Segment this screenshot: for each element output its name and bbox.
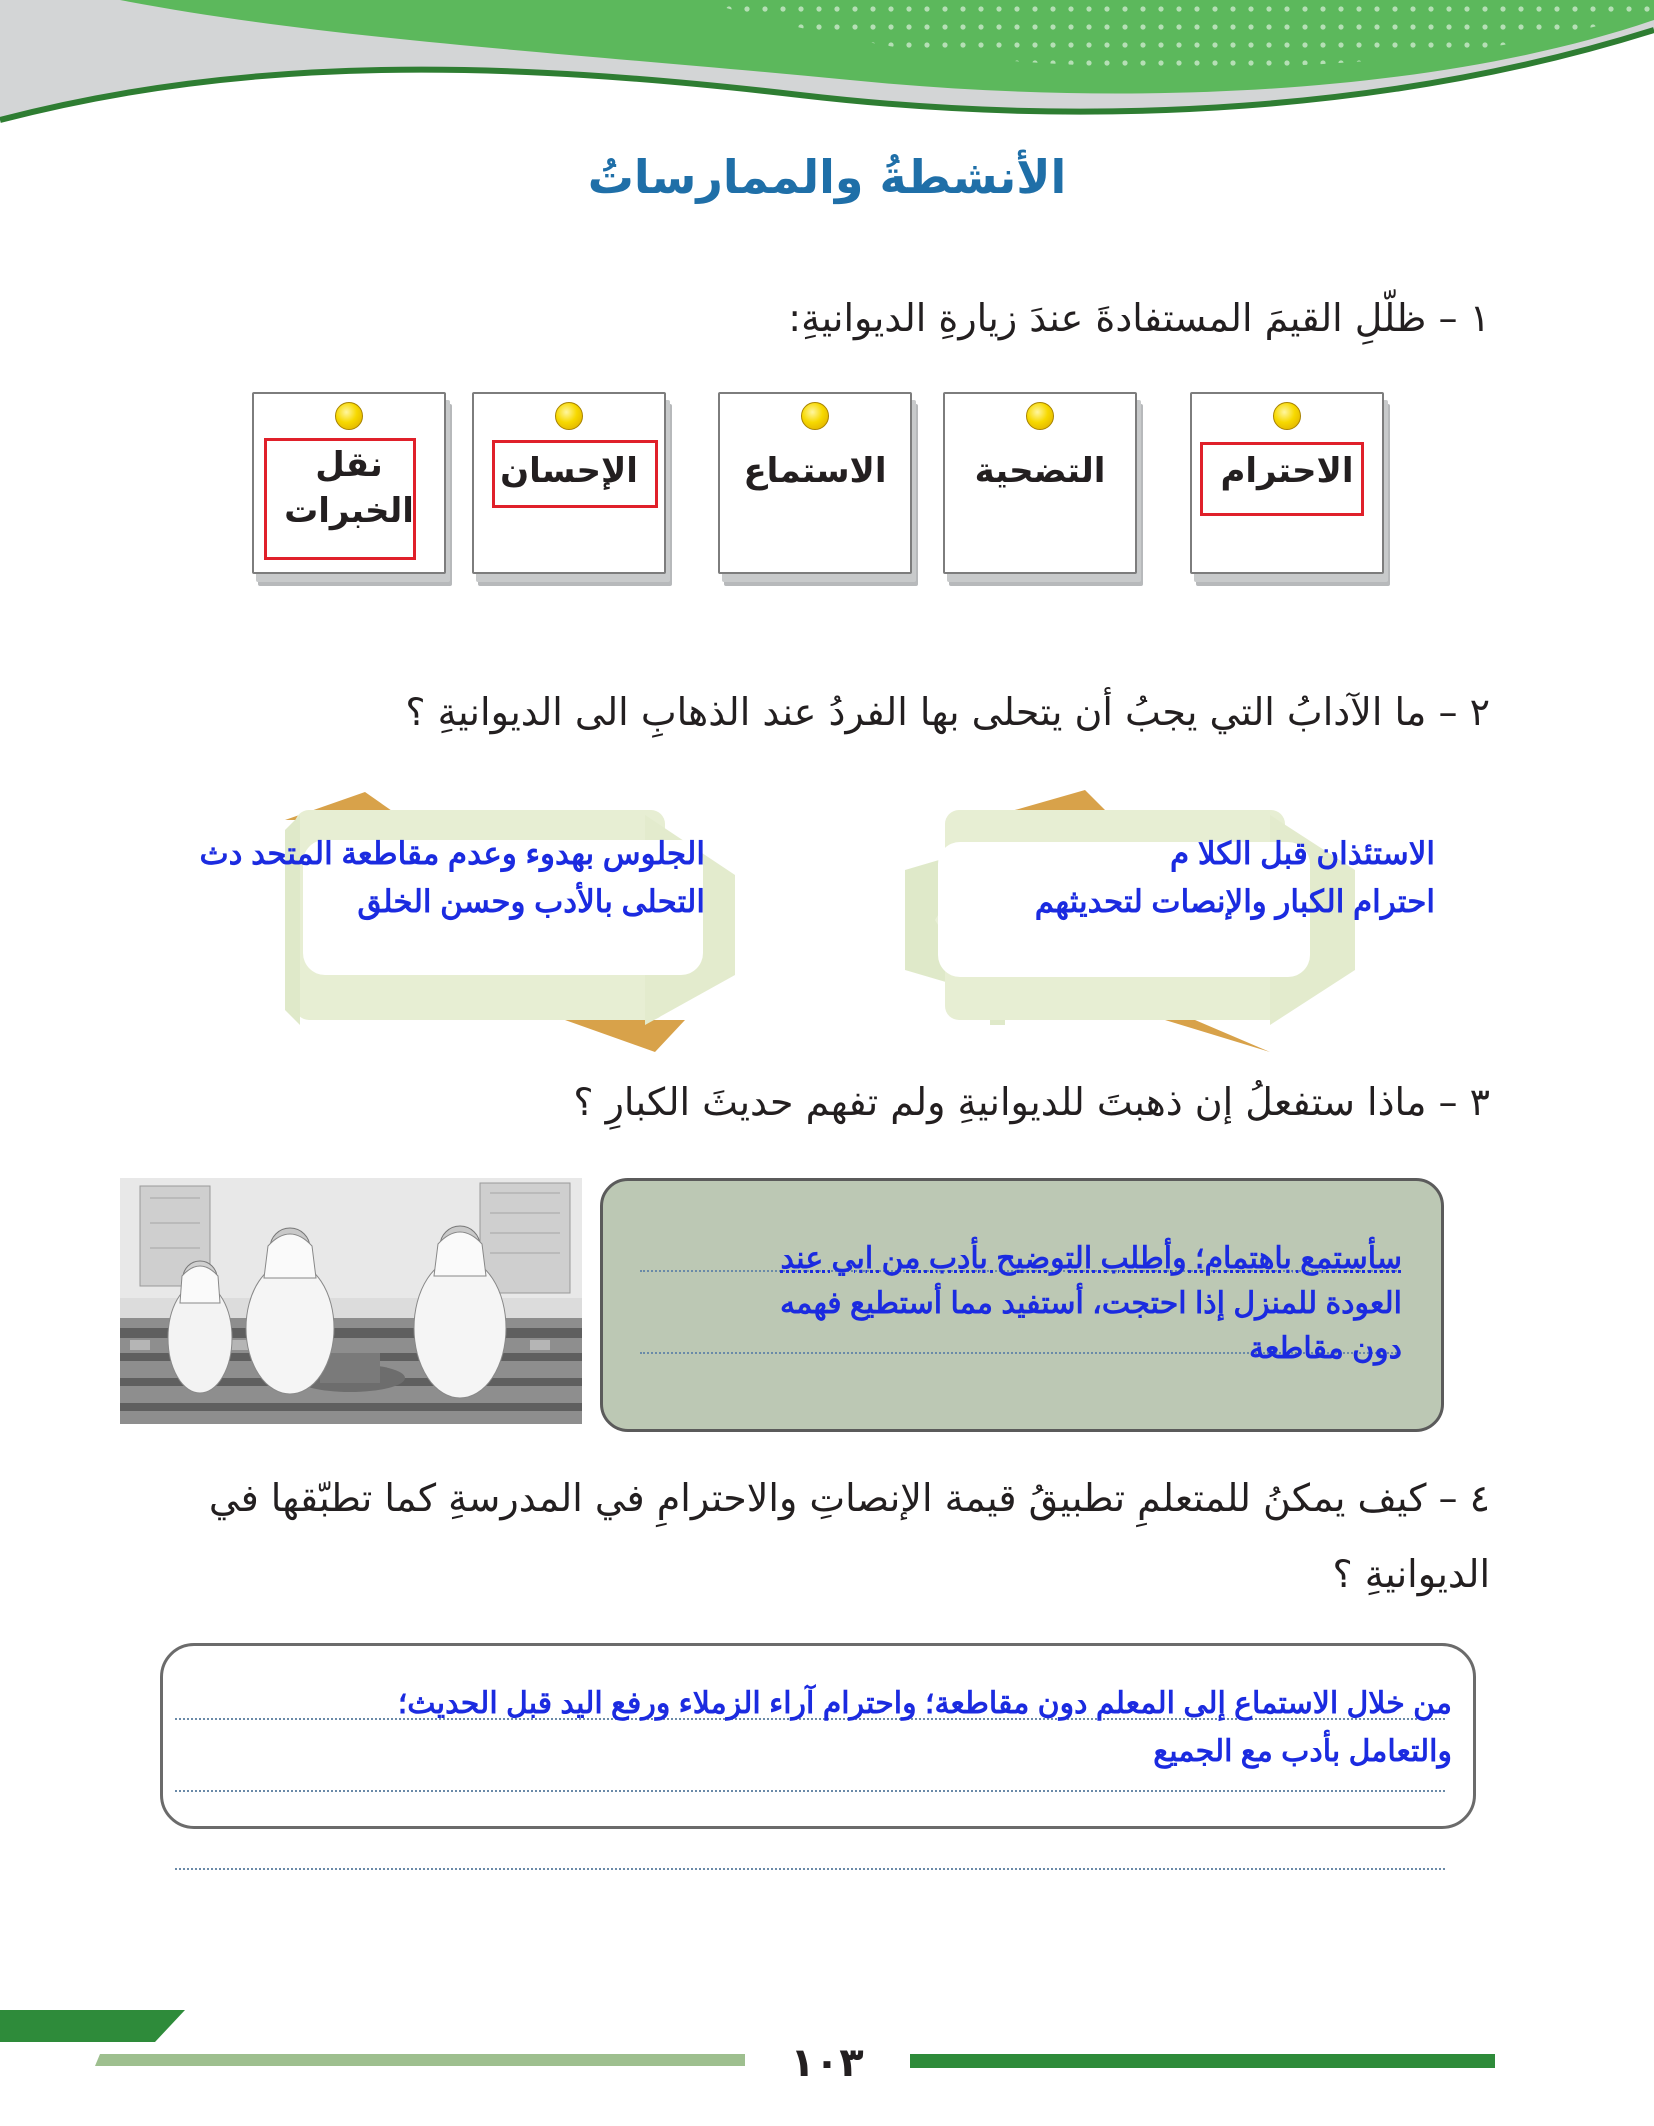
note-label: الاستماع: [743, 451, 887, 491]
question-1: ١ – ظلّلِ القيمَ المستفادةَ عندَ زيارةِ الديوانيةِ:: [788, 296, 1490, 340]
pin-icon: [1026, 402, 1054, 430]
answer-line: العودة للمنزل إذا احتجت، أستفيد مما أستطيع فهمه: [780, 1287, 1402, 1320]
note-listening: [718, 392, 912, 582]
note-label-line: الخبرات: [284, 491, 414, 531]
question-4-line: الديوانيةِ ؟: [1332, 1552, 1490, 1596]
banner-right-text: [960, 830, 1435, 926]
pin-icon: [1273, 402, 1301, 430]
highlight-box: [1200, 442, 1364, 516]
answer-line: سأستمع باهتمام؛ وأطلب التوضيح بأدب من ابي عند: [780, 1242, 1402, 1275]
note-label: الاحترام: [1220, 451, 1354, 491]
page-number: ١٠٣: [790, 2040, 864, 2086]
header-wave-decoration: [0, 0, 1654, 150]
pin-icon: [555, 402, 583, 430]
banner-line: الاستئذان قبل الكلا م: [1170, 836, 1435, 871]
question-2: ٢ – ما الآدابُ التي يجبُ أن يتحلى بها الفردُ عند الذهابِ الى الديوانيةِ ؟: [405, 690, 1490, 734]
banner-line: احترام الكبار والإنصات لتحديثهم: [1034, 884, 1435, 919]
note-respect: [1190, 392, 1384, 582]
note-label: التضحية: [974, 451, 1106, 491]
pin-icon: [801, 402, 829, 430]
question-4-line: ٤ – كيف يمكنُ للمتعلمِ تطبيقُ قيمة الإنصاتِ والاحترامِ في المدرسةِ كما تطبّقها في: [208, 1476, 1490, 1520]
highlight-box: [264, 438, 416, 560]
banner-left-text: [135, 830, 705, 926]
question-4: [160, 1460, 1490, 1612]
answer-line: والتعامل بأدب مع الجميع: [1153, 1735, 1452, 1768]
note-benevolence: [472, 392, 666, 582]
pin-icon: [335, 402, 363, 430]
answer-q3-text: [620, 1236, 1402, 1371]
answer-dotted-line: [175, 1790, 1445, 1792]
answer-line: من خلال الاستماع إلى المعلم دون مقاطعة؛ واحترام آراء الزملاء ورفع اليد قبل الحديث؛: [397, 1687, 1452, 1720]
banner-line: الجلوس بهدوء وعدم مقاطعة المتحد دث: [199, 836, 705, 871]
banner-line: التحلى بالأدب وحسن الخلق: [357, 884, 705, 919]
page-title: الأنشطةُ والممارساتُ: [587, 150, 1067, 204]
answer-line: دون مقاطعة: [1248, 1332, 1402, 1365]
majlis-illustration: [120, 1178, 582, 1424]
note-label: الإحسان: [500, 451, 638, 491]
question-3: ٣ – ماذا ستفعلُ إن ذهبتَ للديوانيةِ ولم تفهم حديثَ الكبارِ ؟: [573, 1080, 1490, 1124]
answer-dotted-line: [175, 1868, 1445, 1870]
note-experience: [252, 392, 446, 582]
note-sacrifice: [943, 392, 1137, 582]
note-label-line: نقل: [315, 445, 383, 485]
answer-q4-text: [180, 1680, 1452, 1776]
highlight-box: [492, 440, 658, 508]
